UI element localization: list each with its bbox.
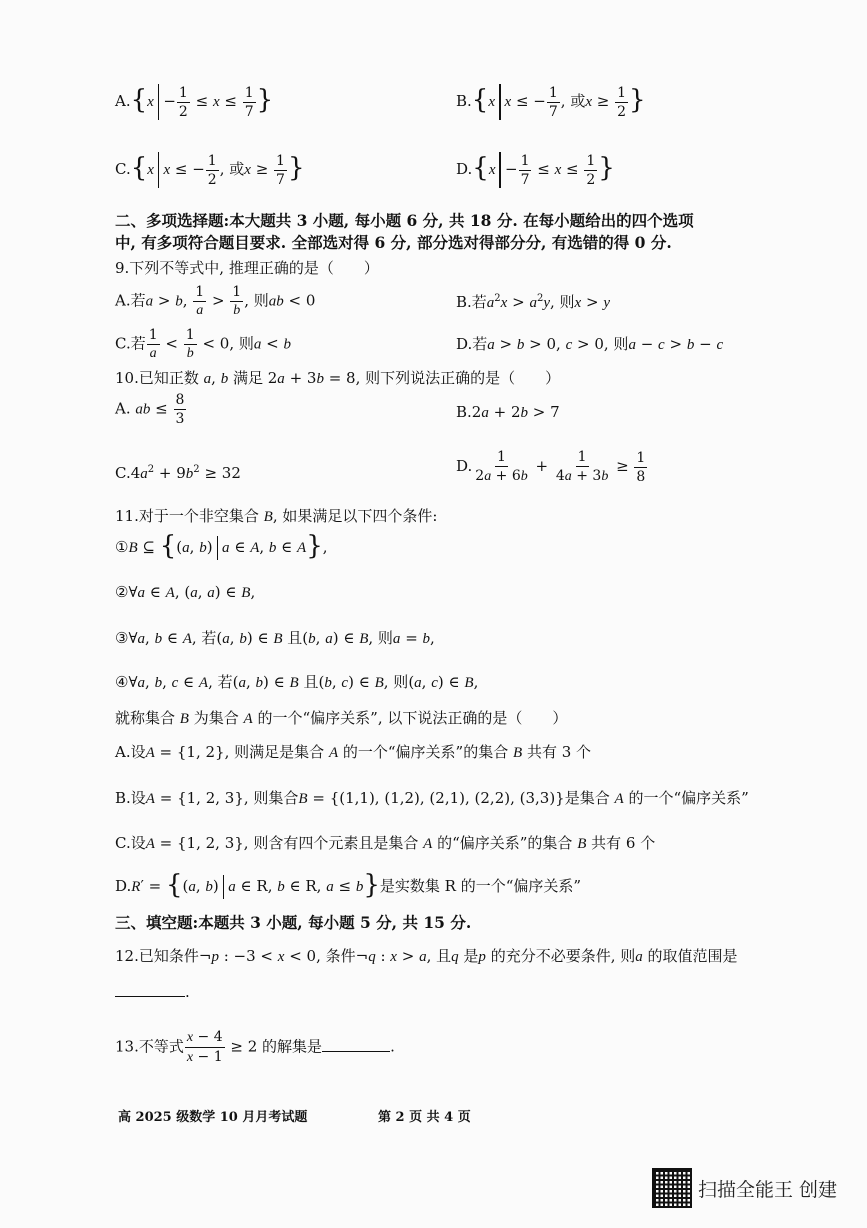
option-text: , 则含有四个元素且是集合	[243, 834, 419, 852]
option-label: B.	[456, 403, 472, 421]
option-text: , 则集合	[243, 789, 299, 807]
stem-suffix: , 则下列说法正确的是（ ）	[355, 369, 561, 387]
option-prefix: A.若	[115, 291, 146, 310]
option-mid: , 则	[244, 291, 269, 310]
q8-option-b: B.{x x ≤ − $\frac{1}{7}$ , 或x ≥ $\frac{1}{2}$ }	[456, 84, 646, 120]
stem-prefix: 13.不等式	[115, 1037, 184, 1056]
section2-heading-line1: 二、多项选择题:本大题共 3 小题, 每小题 6 分, 共 18 分. 在每小题给出的四个选项	[115, 211, 694, 230]
option-mid: , 则	[603, 335, 629, 353]
q9-option-d: D.若a > b > 0, c > 0, 则a − c > b − c	[456, 335, 724, 353]
option-prefix: D.	[115, 877, 132, 895]
stem-prefix: 12.已知条件	[115, 947, 199, 965]
q11-option-b: B.设A = {1, 2, 3}, 则集合B = {(1,1), (1,2), (2,1), (2,2), (3,3)}是集合 A 的一个“偏序关系”	[115, 789, 749, 807]
option-mid: , 则	[550, 293, 575, 311]
option-mid: , 则	[229, 334, 254, 353]
option-text: 共有 3 个	[526, 743, 592, 761]
q10-option-d: D. $\frac{1}{2a + 6b}$ + $\frac{1}{4a + 3b}$ ≥ $\frac{1}{8}$	[456, 449, 646, 485]
qr-code-icon	[652, 1168, 692, 1208]
condition-label: ①	[115, 538, 129, 556]
q11-option-a: A.设A = {1, 2}, 则满足是集合 A 的一个“偏序关系”的集合 B 共有 3 个	[115, 743, 592, 761]
q10-option-a: A. ab ≤ $\frac{8}{3}$	[115, 392, 185, 427]
define-suffix: 的一个“偏序关系”, 以下说法正确的是（ ）	[257, 709, 568, 727]
or-text: , 或	[560, 92, 586, 110]
scanner-watermark	[652, 1168, 837, 1208]
define-prefix: 就称集合	[115, 709, 176, 727]
cond-if: , 若	[191, 629, 217, 647]
q11-condition-3: ③∀a, b ∈ A, 若(a, b) ∈ B 且(b, a) ∈ B, 则a = b,	[115, 629, 435, 647]
option-prefix: A.设	[115, 743, 146, 761]
q10-option-c: $C.4a^2 + 9b^2 \ge 32$	[115, 464, 241, 482]
stem-prefix: 10.已知正数	[115, 369, 199, 387]
q9-stem: 9.下列不等式中, 推理正确的是（ ）	[115, 259, 379, 277]
or-text: , 或	[219, 160, 245, 178]
stem-mid: 满足	[232, 369, 263, 387]
cond-and: 且	[287, 629, 303, 647]
q11-condition-1: ①B ⊆ {(a, b) a ∈ A, b ∈ A},	[115, 531, 328, 561]
option-text: 的一个“偏序关系”的集合	[342, 743, 509, 761]
option-label: A.	[115, 399, 131, 418]
option-text: 的一个“偏序关系”	[628, 789, 749, 807]
q13-answer-blank[interactable]	[322, 1037, 390, 1052]
section2-heading-line2: 中, 有多项符合题目要求. 全部选对得 6 分, 部分选对得部分分, 有选错的得 0 分.	[115, 233, 672, 252]
q8-option-d: D.{x − $\frac{1}{7}$ ≤ x ≤ $\frac{1}{2}$ }	[456, 152, 615, 188]
footer-exam-title: 高 2025 级数学 10 月月考试题	[118, 1110, 308, 1125]
option-prefix: C.若	[115, 334, 146, 353]
scanner-text: 扫描全能王 创建	[698, 1178, 838, 1201]
stem-suffix: , 如果满足以下四个条件:	[272, 507, 438, 525]
condition-label: ②	[115, 583, 129, 601]
option-label: C.	[115, 464, 131, 482]
option-label: B.	[456, 92, 472, 110]
option-text: , 则满足是集合	[224, 743, 325, 761]
option-prefix: C.设	[115, 834, 146, 852]
q10-stem: 10.已知正数 a, b 满足 2a + 3b = 8, 则下列说法正确的是（ ）	[115, 369, 561, 387]
stem-mid: 是	[463, 947, 479, 965]
stem-suffix: 的解集是	[262, 1037, 323, 1056]
q11-definition: 就称集合 B 为集合 A 的一个“偏序关系”, 以下说法正确的是（ ）	[115, 709, 568, 727]
q9-option-c: C.若 $\frac{1}{a}$ < $\frac{1}{b}$ < 0, 则a < b	[115, 327, 291, 361]
section3-heading: 三、填空题:本题共 3 小题, 每小题 5 分, 共 15 分.	[115, 913, 472, 932]
stem-mid: , 且	[426, 947, 452, 965]
option-text: 是集合	[564, 789, 610, 807]
stem-mid: , 条件	[316, 947, 356, 965]
option-label: C.	[115, 160, 131, 178]
cond-if: , 若	[208, 673, 233, 691]
cond-then: , 则	[383, 673, 409, 691]
q12-answer-blank[interactable]: .	[115, 982, 190, 1002]
q8-option-a: A.{x − $\frac{1}{2}$ ≤ x ≤ $\frac{1}{7}$ }	[115, 84, 274, 120]
q12-stem: 12.已知条件¬p : −3 < x < 0, 条件¬q : x > a, 且q 是p 的充分不必要条件, 则a 的取值范围是	[115, 947, 738, 965]
cond-and: 且	[303, 673, 319, 691]
define-mid: 为集合	[193, 709, 239, 727]
q11-condition-4: ④∀a, b, c ∈ A, 若(a, b) ∈ B 且(b, c) ∈ B, 则(a, c) ∈ B,	[115, 673, 479, 691]
q10-option-b: B.2a + 2b > 7	[456, 403, 560, 421]
option-prefix: D.若	[456, 335, 488, 353]
option-text: 是实数集 R 的一个“偏序关系”	[379, 877, 582, 895]
stem-suffix: 的取值范围是	[647, 947, 738, 965]
q9-option-b: B.若$a^2x > a^2y$, 则x > y	[456, 293, 610, 311]
option-text: 共有 6 个	[591, 834, 656, 852]
footer-page-number: 第 2 页 共 4 页	[378, 1110, 471, 1125]
option-prefix: B.若	[456, 293, 487, 311]
q8-option-c: C.{x x ≤ − $\frac{1}{2}$ , 或x ≥ $\frac{1}{7}$ }	[115, 152, 305, 188]
option-prefix: B.设	[115, 789, 146, 807]
q13-stem: 13.不等式 $\frac{x - 4}{x - 1}$ ≥ 2 的解集是 .	[115, 1029, 395, 1065]
q9-option-a: A.若a > b, $\frac{1}{a}$ > $\frac{1}{b}$ , 则ab < 0	[115, 284, 316, 318]
cond-then: , 则	[368, 629, 393, 647]
option-label: D.	[456, 160, 473, 178]
q11-condition-2: ②∀a ∈ A, (a, a) ∈ B,	[115, 583, 256, 601]
condition-label: ④	[115, 673, 129, 691]
q11-stem: 11.对于一个非空集合 B, 如果满足以下四个条件:	[115, 507, 438, 525]
stem-text: 11.对于一个非空集合	[115, 507, 259, 525]
q11-option-c: C.设A = {1, 2, 3}, 则含有四个元素且是集合 A 的“偏序关系”的集合 B 共有 6 个	[115, 834, 656, 852]
q11-option-d: D.R′ = {(a, b) a ∈ R, b ∈ R, a ≤ b}是实数集 R 的一个“偏序关系”	[115, 870, 582, 900]
option-label: A.	[115, 92, 131, 110]
option-text: 的“偏序关系”的集合	[437, 834, 573, 852]
option-label: D.	[456, 457, 473, 475]
condition-label: ③	[115, 629, 129, 647]
stem-suffix: 的充分不必要条件, 则	[490, 947, 636, 965]
